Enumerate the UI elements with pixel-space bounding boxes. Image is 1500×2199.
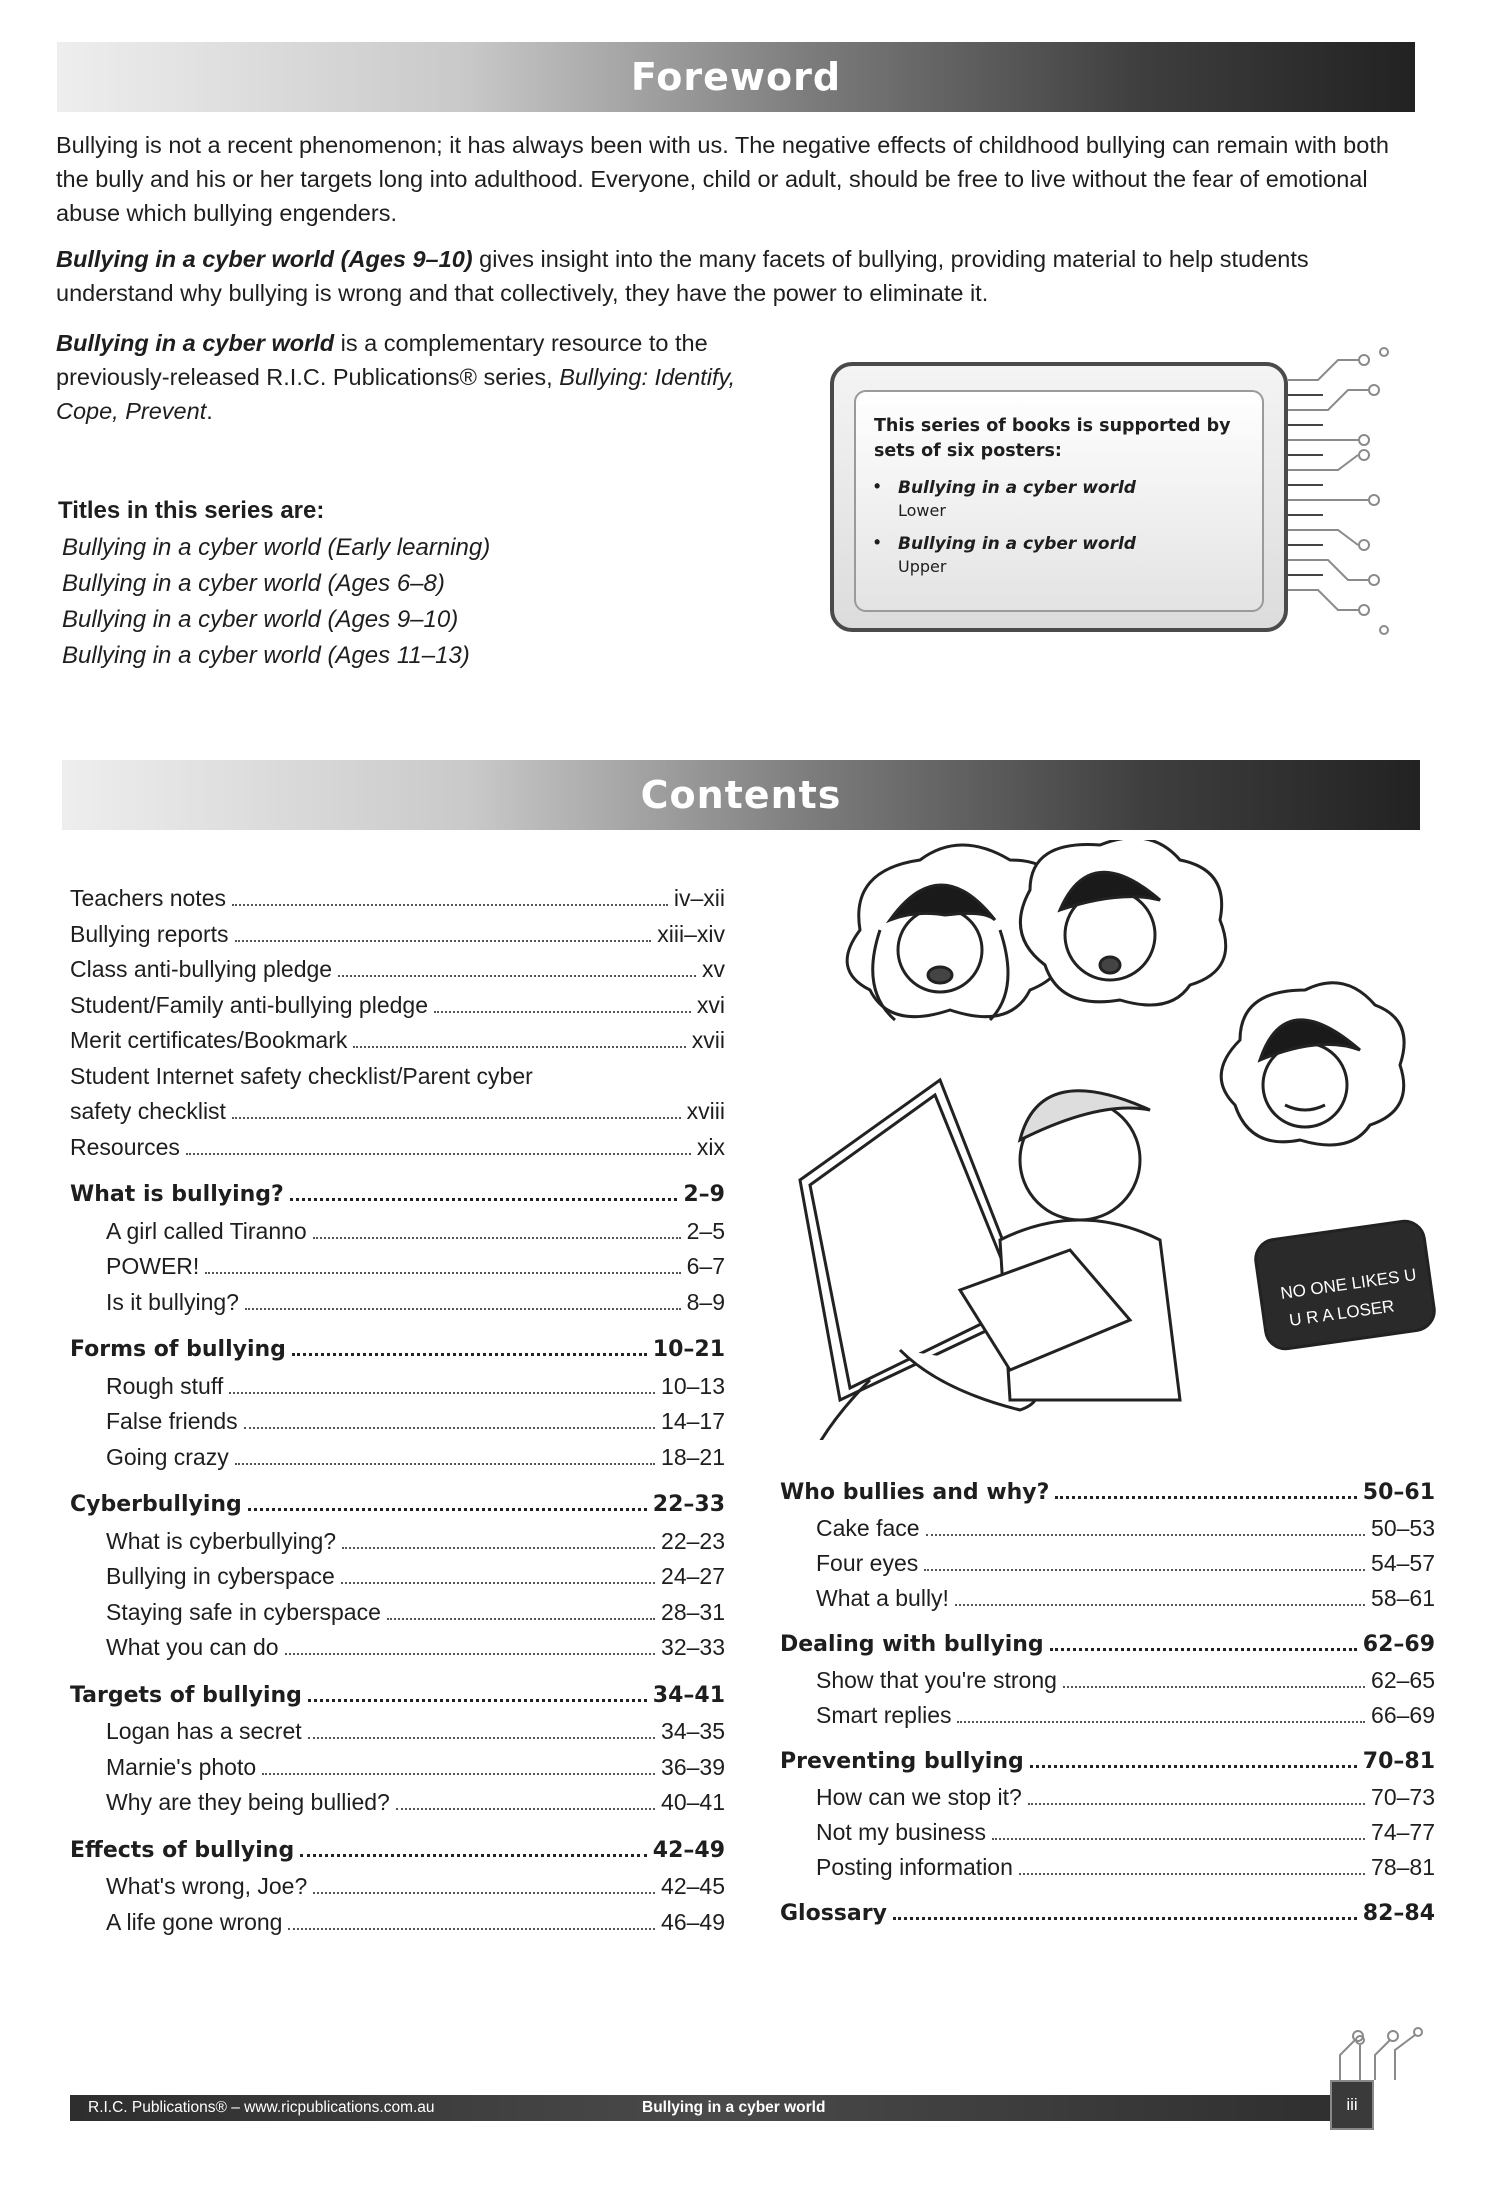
- toc-page: 34–35: [661, 1718, 725, 1744]
- toc-section: [70, 1683, 725, 1708]
- footer-bar: [70, 2095, 1360, 2121]
- poster-item: [874, 476, 1244, 522]
- foreword-heading: Foreword: [630, 55, 842, 99]
- toc-leader: [396, 1807, 655, 1810]
- toc-label: What is cyberbullying?: [106, 1527, 337, 1554]
- toc-label: Why are they being bullied?: [106, 1789, 390, 1815]
- monitor-icon: [800, 1080, 1030, 1400]
- screen-text-line: U R A LOSER: [1288, 1296, 1396, 1330]
- toc-entry: [70, 1789, 725, 1816]
- toc-leader: [1050, 1647, 1357, 1651]
- toc-label: Going crazy: [106, 1443, 229, 1470]
- toc-label: What a bully!: [816, 1585, 949, 1611]
- toc-leader: [232, 903, 668, 906]
- toc-label: safety checklist: [70, 1098, 226, 1124]
- toc-page: 10–21: [652, 1337, 725, 1362]
- toc-label: Merit certificates/Bookmark: [70, 1027, 348, 1053]
- period: .: [206, 398, 213, 424]
- toc-page: 78–81: [1371, 1854, 1435, 1880]
- toc-section: [70, 1337, 725, 1362]
- foreword-text: gives insight into the many facets of bullying, providing material to help students understand why bullying is wrong and that collectively, they have the power to eliminate it.: [56, 246, 1309, 306]
- toc-leader: [313, 1236, 681, 1239]
- toc-page: 62–69: [1362, 1632, 1435, 1657]
- toc-entry: [70, 1218, 725, 1245]
- toc-entry: [70, 1563, 725, 1590]
- toc-leader: [262, 1772, 655, 1775]
- toc-label: Cyberbullying: [70, 1492, 242, 1517]
- toc-label: Student/Family anti-bullying pledge: [70, 991, 428, 1018]
- foreword-text: Bullying is not a recent phenomenon; it has always been with us. The negative effects of childhood bullying can remain with both the bully and his or her targets long into adulthood. Everyone, child or adult, should be free to live without the fear of emotional abuse which bullying engenders.: [56, 132, 1389, 226]
- toc-leader: [341, 1581, 655, 1584]
- toc-page: 22–33: [652, 1492, 725, 1517]
- bullet-icon: •: [874, 476, 881, 496]
- toc-label: Staying safe in cyberspace: [106, 1598, 381, 1625]
- toc-page: 8–9: [686, 1288, 725, 1315]
- toc-page: 34–41: [652, 1682, 725, 1708]
- toc-section: [70, 1492, 725, 1517]
- toc-label: Glossary: [780, 1901, 887, 1926]
- toc-page: xv: [702, 956, 725, 982]
- series-item: Bullying in a cyber world (Early learning): [62, 534, 491, 561]
- toc-entry: [70, 956, 725, 983]
- toc-page: 2–9: [683, 1182, 725, 1207]
- toc-entry: [70, 1063, 725, 1090]
- toc-entry: [70, 1634, 725, 1661]
- toc-page: xviii: [686, 1098, 725, 1124]
- toc-page: 70–73: [1371, 1784, 1435, 1810]
- toc-label: What's wrong, Joe?: [106, 1873, 308, 1899]
- toc-label: Forms of bullying: [70, 1337, 286, 1362]
- toc-leader: [1019, 1872, 1365, 1875]
- toc-leader: [1063, 1685, 1365, 1688]
- poster-callout: [830, 362, 1288, 632]
- toc-label: What is bullying?: [70, 1182, 284, 1207]
- toc-entry: [70, 1253, 725, 1280]
- toc-leader: [248, 1507, 647, 1511]
- toc-page: 10–13: [661, 1372, 725, 1399]
- toc-page: xvi: [696, 991, 725, 1018]
- toc-label: Not my business: [816, 1819, 987, 1845]
- toc-leader: [235, 1462, 655, 1465]
- toc-entry: [70, 1134, 725, 1161]
- contents-list-left: [70, 885, 725, 1965]
- toc-leader: [926, 1533, 1365, 1536]
- toc-label: Posting information: [816, 1854, 1013, 1880]
- toc-page: 54–57: [1371, 1550, 1435, 1576]
- toc-entry: [780, 1702, 1435, 1729]
- toc-leader: [229, 1391, 655, 1394]
- toc-entry: [780, 1819, 1435, 1846]
- toc-leader: [244, 1426, 655, 1429]
- toc-page: 62–65: [1371, 1667, 1435, 1693]
- toc-leader: [353, 1045, 685, 1048]
- toc-label: How can we stop it?: [816, 1784, 1022, 1810]
- toc-entry: [780, 1667, 1435, 1694]
- toc-leader: [992, 1837, 1365, 1840]
- toc-label: Student Internet safety checklist/Parent cyber: [70, 1062, 533, 1089]
- contents-list-right: [780, 1480, 1435, 1940]
- toc-leader: [308, 1698, 647, 1702]
- toc-page: 6–7: [686, 1253, 725, 1279]
- toc-entry: [780, 1784, 1435, 1811]
- cyberbullying-illustration: [780, 840, 1440, 1440]
- toc-page: iv–xii: [673, 885, 725, 911]
- toc-leader: [288, 1927, 655, 1930]
- toc-page: xix: [696, 1133, 725, 1160]
- toc-page: 66–69: [1371, 1702, 1435, 1728]
- toc-page: 50–53: [1371, 1515, 1435, 1541]
- toc-leader: [308, 1736, 655, 1739]
- toc-entry: [70, 1599, 725, 1626]
- toc-leader: [342, 1546, 655, 1549]
- poster-intro: This series of books is supported by sets of six posters:: [874, 416, 1231, 461]
- toc-page: 74–77: [1371, 1819, 1435, 1845]
- toc-label: Bullying in cyberspace: [106, 1563, 335, 1589]
- toc-label: Dealing with bullying: [780, 1632, 1044, 1657]
- toc-leader: [232, 1116, 681, 1119]
- toc-label: Logan has a secret: [106, 1718, 302, 1744]
- toc-leader: [205, 1271, 680, 1274]
- book-title-ref: Bullying in a cyber world: [56, 330, 335, 356]
- toc-page: 46–49: [661, 1908, 725, 1935]
- toc-entry: [70, 1528, 725, 1555]
- page-number: iii: [1330, 2080, 1374, 2130]
- toc-leader: [186, 1152, 691, 1155]
- foreword-paragraph-3: [56, 326, 786, 428]
- contents-banner: [62, 760, 1420, 830]
- toc-leader: [290, 1197, 678, 1201]
- toc-entry: [780, 1515, 1435, 1542]
- poster-callout-inner: [854, 390, 1264, 612]
- foreword-banner: [57, 42, 1415, 112]
- screen-text-line: NO ONE LIKES U: [1279, 1265, 1418, 1303]
- toc-page: 82–84: [1362, 1901, 1435, 1926]
- toc-entry: [70, 1873, 725, 1900]
- toc-entry: [780, 1585, 1435, 1612]
- poster-title: Bullying in a cyber world: [898, 478, 1136, 498]
- toc-leader: [313, 1891, 655, 1894]
- foreword-text: is a complementary resource to the previously-released R.I.C. Publications® series,: [56, 330, 708, 390]
- toc-page: 22–23: [661, 1527, 725, 1554]
- poster-level: Upper: [898, 557, 947, 576]
- toc-label: Preventing bullying: [780, 1749, 1024, 1774]
- footer-publisher: R.I.C. Publications® – www.ricpublications.com.au: [88, 2099, 435, 2116]
- toc-leader: [338, 974, 696, 977]
- toc-leader: [300, 1853, 647, 1857]
- toc-leader: [285, 1652, 655, 1655]
- toc-leader: [893, 1916, 1357, 1920]
- toc-leader: [955, 1603, 1365, 1606]
- poster-level: Lower: [898, 501, 946, 520]
- toc-leader: [235, 939, 652, 942]
- toc-leader: [434, 1010, 691, 1013]
- series-item: Bullying in a cyber world (Ages 6–8): [62, 570, 445, 597]
- toc-section: [70, 1838, 725, 1863]
- toc-leader: [387, 1617, 655, 1620]
- toc-entry: [70, 1408, 725, 1435]
- toc-section: [780, 1632, 1435, 1657]
- series-list: [62, 530, 490, 674]
- toc-page: 24–27: [661, 1563, 725, 1589]
- footer-book-title: Bullying in a cyber world: [642, 2099, 826, 2116]
- toc-label: A girl called Tiranno: [106, 1217, 307, 1244]
- circuit-decoration-icon: [1320, 2020, 1440, 2080]
- toc-leader: [292, 1352, 647, 1356]
- toc-label: Class anti-bullying pledge: [70, 956, 333, 982]
- toc-section: [780, 1749, 1435, 1774]
- toc-entry: [70, 1754, 725, 1781]
- book-title-ref: Bullying in a cyber world (Ages 9–10): [56, 246, 473, 272]
- toc-label: POWER!: [106, 1253, 200, 1279]
- contents-heading: Contents: [640, 773, 842, 817]
- toc-label: Cake face: [816, 1515, 920, 1541]
- toc-entry: [70, 1444, 725, 1471]
- foreword-paragraph-1: [56, 128, 1426, 230]
- toc-label: Smart replies: [816, 1702, 952, 1728]
- toc-entry: [70, 1909, 725, 1936]
- toc-page: 32–33: [661, 1634, 725, 1660]
- toc-section: [70, 1182, 725, 1207]
- toc-entry: [70, 1718, 725, 1745]
- toc-leader: [1030, 1764, 1357, 1768]
- toc-label: Marnie's photo: [106, 1753, 257, 1780]
- circuit-decoration-icon: [1288, 340, 1408, 660]
- bullet-icon: •: [874, 532, 881, 552]
- toc-label: A life gone wrong: [106, 1908, 283, 1935]
- toc-label: False friends: [106, 1408, 238, 1434]
- toc-label: Bullying reports: [70, 920, 229, 947]
- toc-page: xvii: [691, 1027, 725, 1053]
- toc-page: 40–41: [661, 1789, 725, 1815]
- toc-section: [780, 1901, 1435, 1926]
- toc-page: xiii–xiv: [657, 920, 725, 947]
- toc-entry: [70, 1027, 725, 1054]
- toc-leader: [1055, 1495, 1356, 1499]
- toc-section: [780, 1480, 1435, 1505]
- toc-entry: [780, 1854, 1435, 1881]
- toc-page: 2–5: [686, 1217, 725, 1244]
- toc-entry: [70, 992, 725, 1019]
- toc-page: 36–39: [661, 1753, 725, 1780]
- toc-page: 42–49: [652, 1837, 725, 1863]
- toc-leader: [957, 1720, 1365, 1723]
- toc-page: 70–81: [1362, 1749, 1435, 1774]
- toc-label: Effects of bullying: [70, 1837, 295, 1863]
- toc-leader: [245, 1307, 681, 1310]
- toc-leader: [924, 1568, 1365, 1571]
- toc-entry: [780, 1550, 1435, 1577]
- toc-entry: [70, 921, 725, 948]
- toc-page: 28–31: [661, 1598, 725, 1625]
- toc-label: What you can do: [106, 1634, 279, 1660]
- toc-entry: [70, 1373, 725, 1400]
- toc-leader: [1028, 1802, 1365, 1805]
- toc-label: Rough stuff: [106, 1372, 224, 1399]
- toc-label: Resources: [70, 1133, 180, 1160]
- toc-entry: [70, 885, 725, 912]
- toc-page: 58–61: [1371, 1585, 1435, 1611]
- poster-item: [874, 532, 1244, 578]
- toc-entry: [70, 1289, 725, 1316]
- toc-page: 14–17: [661, 1408, 725, 1434]
- toc-label: Four eyes: [816, 1550, 919, 1576]
- toc-label: Teachers notes: [70, 885, 226, 911]
- toc-page: 18–21: [661, 1443, 725, 1470]
- toc-label: Is it bullying?: [106, 1288, 239, 1315]
- toc-label: Targets of bullying: [70, 1682, 302, 1708]
- toc-label: Show that you're strong: [816, 1667, 1057, 1693]
- foreword-paragraph-2: [56, 242, 1426, 310]
- series-item: Bullying in a cyber world (Ages 9–10): [62, 606, 459, 633]
- poster-title: Bullying in a cyber world: [898, 534, 1136, 554]
- toc-page: 50–61: [1362, 1480, 1435, 1505]
- toc-entry: [70, 1098, 725, 1125]
- series-heading: Titles in this series are:: [58, 497, 325, 524]
- toc-label: Who bullies and why?: [780, 1480, 1050, 1505]
- series-title-ref: Bullying: Identify, Cope, Prevent: [56, 364, 736, 424]
- toc-page: 42–45: [661, 1873, 725, 1899]
- series-item: Bullying in a cyber world (Ages 11–13): [62, 642, 470, 669]
